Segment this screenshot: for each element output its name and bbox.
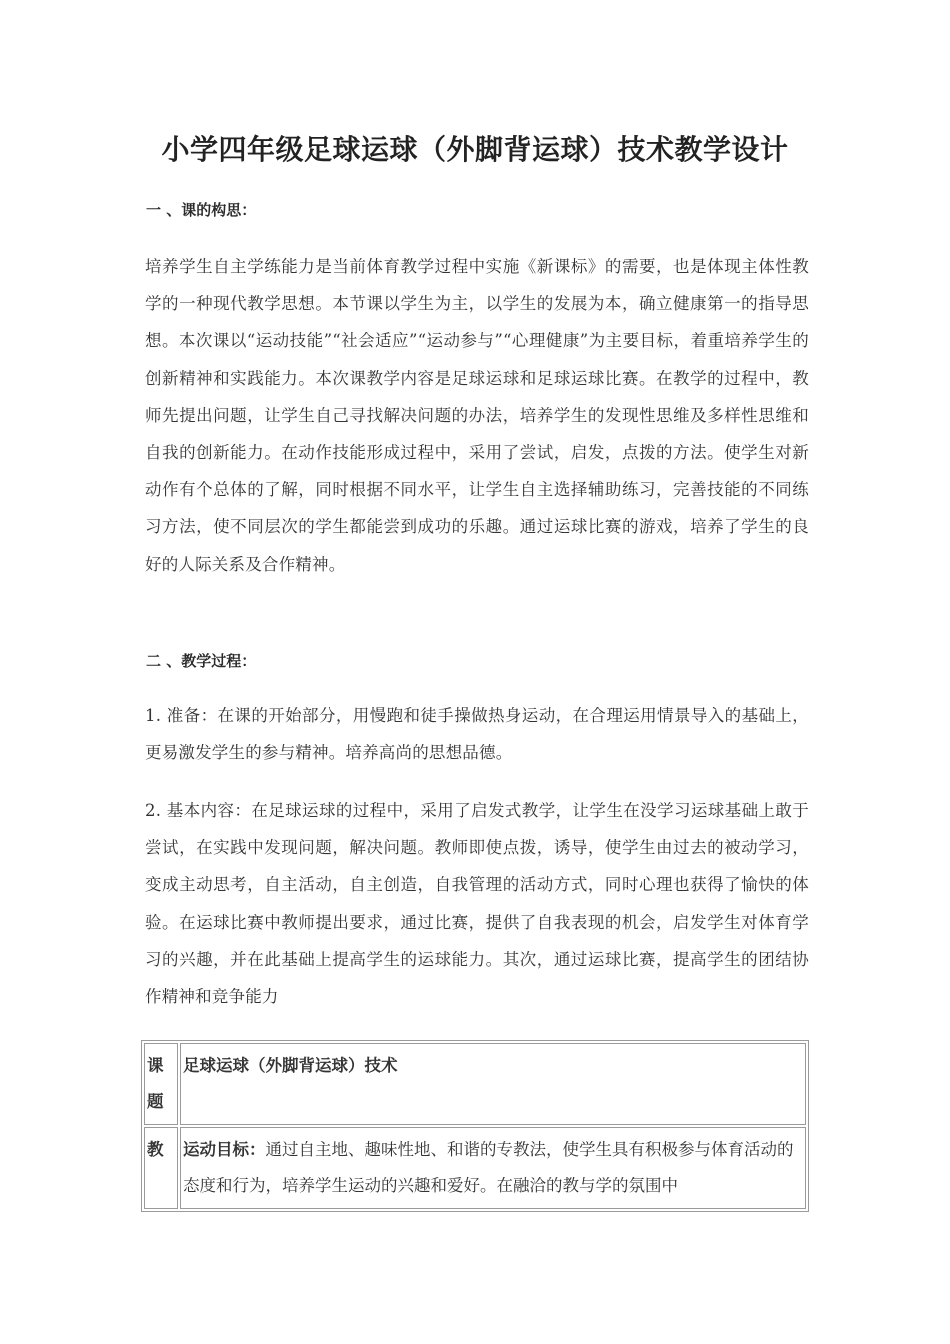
process-item-preparation: 1. 准备：在课的开始部分，用慢跑和徒手操做热身运动，在合理运用情景导入的基础上，更易激发学生的参与精神。培养高尚的思想品德。 bbox=[145, 706, 809, 763]
table-value-topic bbox=[180, 1043, 806, 1125]
table-row bbox=[144, 1043, 806, 1125]
table-label-teach: 教 bbox=[144, 1127, 178, 1209]
lesson-plan-table bbox=[141, 1040, 809, 1212]
table-label-topic: 课题 bbox=[144, 1043, 178, 1125]
concept-paragraph: 培养学生自主学练能力是当前体育教学过程中实施《新课标》的需要，也是体现主体性教学的一种现代教学思想。本节课以学生为主，以学生的发展为本，确立健康第一的指导思想。本次课以“运动技能”“社会适应”“运动参与”“心理健康”为主要目标，着重培养学生的创新精神和实践能力。本次课教学内容是足球运球和足球运球比赛。在教学的过程中，教师先提出问题，让学生自己寻找解决问题的办法，培养学生的发现性思维及多样性思维和自我的创新能力。在动作技能形成过程中，采用了尝试，启发，点拨的方法。使学生对新动作有个总体的了解，同时根据不同水平，让学生自主选择辅助练习，完善技能的不同练习方法，使不同层次的学生都能尝到成功的乐趣。通过运球比赛的游戏，培养了学生的良好的人际关系及合作精神。 bbox=[145, 257, 809, 574]
goals-text: 通过自主地、趣味性地、和谐的专教法，使学生具有积极参与体育活动的态度和行为，培养学生运动的兴趣和爱好。在融洽的教与学的氛围中 bbox=[183, 1140, 794, 1195]
table-row bbox=[144, 1127, 806, 1209]
topic-text: 足球运球（外脚背运球）技术 bbox=[183, 1056, 398, 1075]
section-heading-concept: 一 、课的构思： bbox=[146, 201, 257, 219]
process-item-basic-content: 2. 基本内容：在足球运球的过程中，采用了启发式教学，让学生在没学习运球基础上敢于尝试，在实践中发现问题，解决问题。教师即使点拨，诱导，使学生由过去的被动学习，变成主动思考，自主活动，自主创造，自我管理的活动方式，同时心理也获得了愉快的体验。在运球比赛中教师提出要求，通过比赛，提供了自我表现的机会，启发学生对体育学习的兴趣，并在此基础上提高学生的运球能力。其次，通过运球比赛，提高学生的团结协作精神和竞争能力 bbox=[145, 801, 809, 1007]
table-value-goals bbox=[180, 1127, 806, 1209]
section-heading-process: 二 、教学过程： bbox=[146, 652, 257, 670]
goals-lead: 运动目标： bbox=[183, 1140, 266, 1159]
document-title: 小学四年级足球运球（外脚背运球）技术教学设计 bbox=[161, 133, 789, 166]
